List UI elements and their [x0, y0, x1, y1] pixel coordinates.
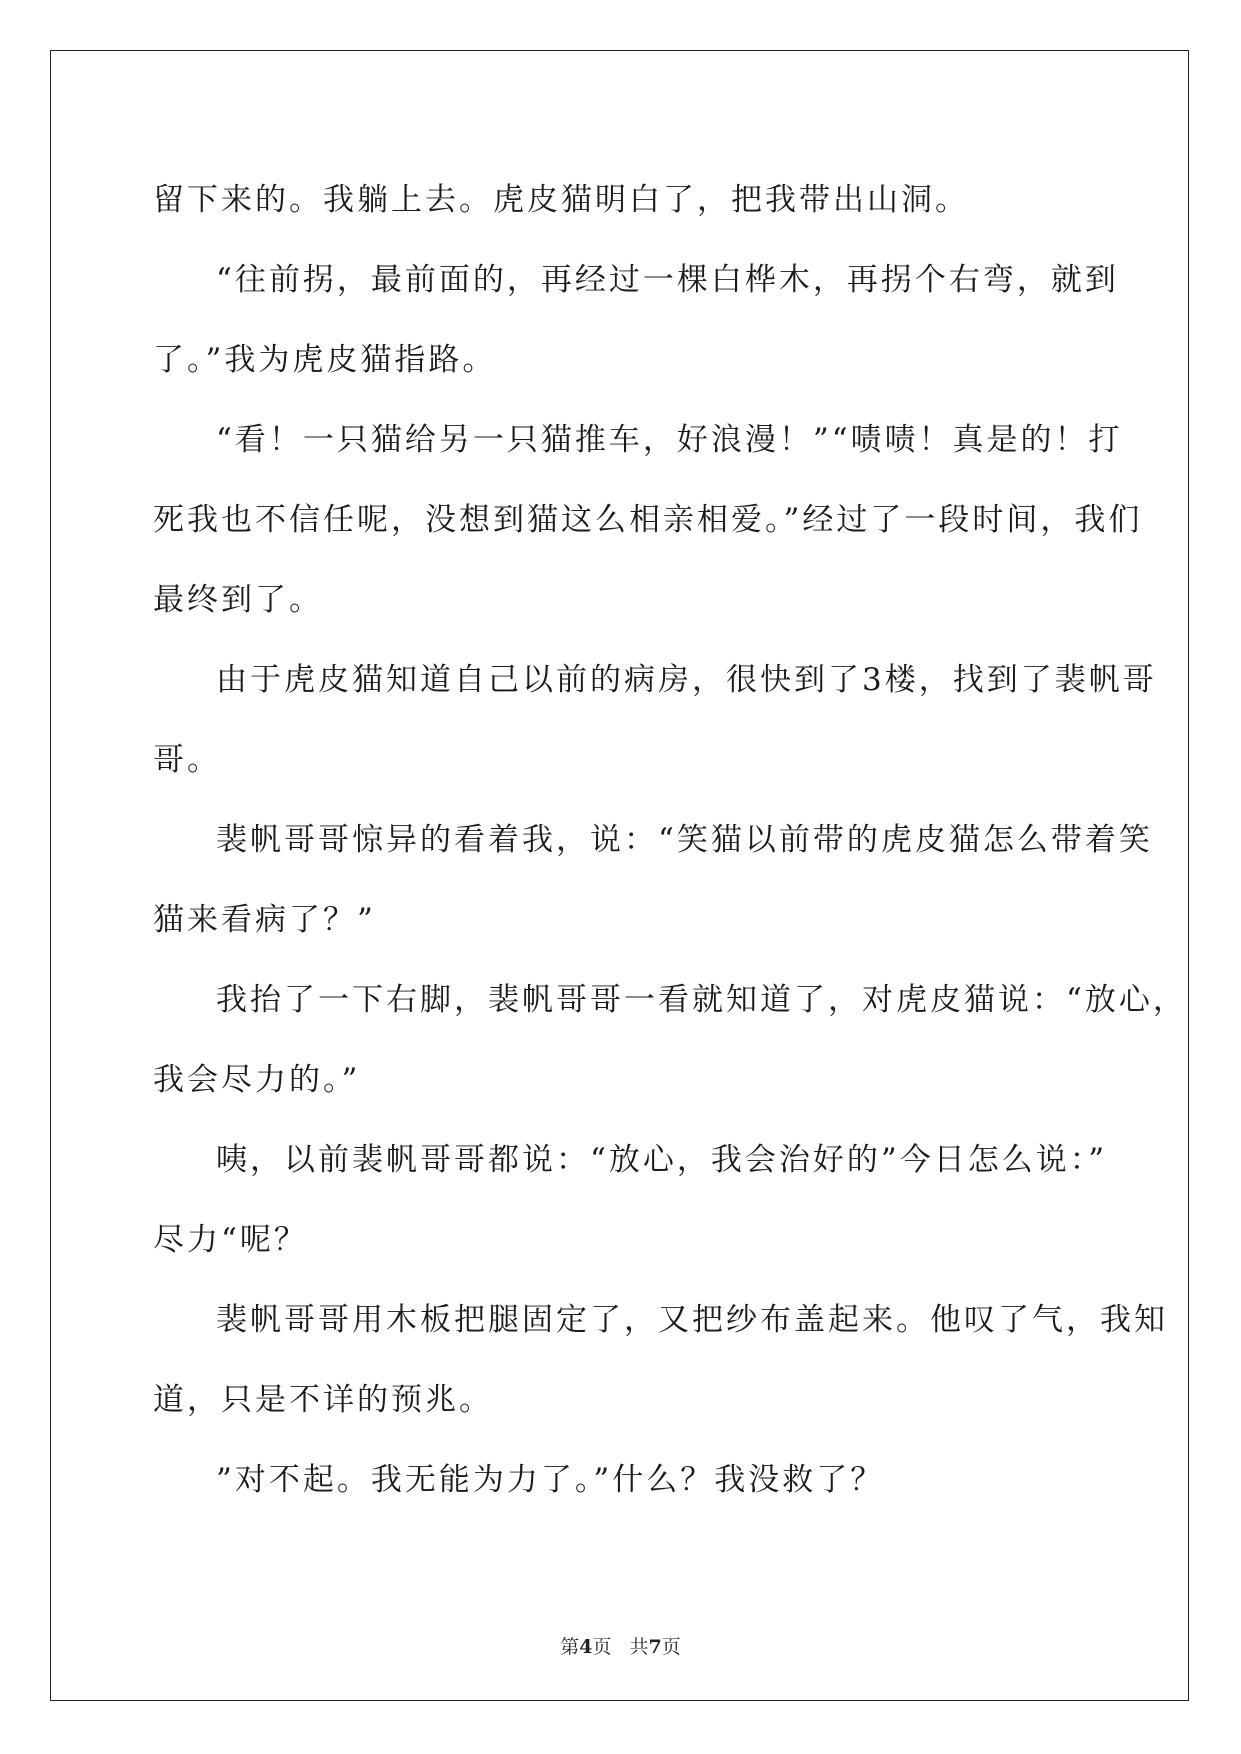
text-line: 道，只是不详的预兆。 — [153, 1382, 493, 1418]
text-line: 我会尽力的。” — [153, 1062, 361, 1098]
text-line: ”对不起。我无能为力了。”什么？我没救了？ — [216, 1462, 885, 1498]
text-line: 死我也不信任呢，没想到猫这么相亲相爱。”经过了一段时间，我们 — [153, 502, 1143, 538]
text-line: 最终到了。 — [153, 582, 323, 618]
page-footer — [0, 1632, 1241, 1659]
footer-total-suffix: 页 — [661, 1636, 681, 1658]
text-line: 咦，以前裴帆哥哥都说：“放心，我会治好的”今日怎么说：” — [216, 1142, 1108, 1178]
text-line: “看！一只猫给另一只猫推车，好浪漫！”“啧啧！真是的！打 — [216, 422, 1123, 458]
text-line: “往前拐，最前面的，再经过一棵白桦木，再拐个右弯，就到 — [216, 262, 1119, 298]
footer-total-pages: 7 — [648, 1636, 662, 1658]
footer-prefix: 第 — [560, 1636, 580, 1658]
text-line: 裴帆哥哥惊异的看着我，说：“笑猫以前带的虎皮猫怎么带着笑 — [216, 822, 1153, 858]
text-line: 尽力“呢？ — [153, 1222, 308, 1258]
text-line: 我抬了一下右脚，裴帆哥哥一看就知道了，对虎皮猫说：“放心， — [216, 982, 1187, 1018]
text-line: 哥。 — [153, 742, 221, 778]
text-line: 裴帆哥哥用木板把腿固定了，又把纱布盖起来。他叹了气，我知 — [216, 1302, 1168, 1338]
footer-total-prefix: 共 — [629, 1636, 649, 1658]
text-line: 留下来的。我躺上去。虎皮猫明白了，把我带出山洞。 — [153, 182, 969, 218]
text-line: 了。”我为虎皮猫指路。 — [153, 342, 497, 378]
text-line: 由于虎皮猫知道自己以前的病房，很快到了3楼，找到了裴帆哥 — [216, 662, 1157, 698]
footer-page-suffix: 页 — [592, 1636, 612, 1658]
text-line: 猫来看病了？” — [153, 902, 376, 938]
footer-page-number: 4 — [579, 1636, 593, 1658]
document-body — [153, 160, 1187, 1520]
